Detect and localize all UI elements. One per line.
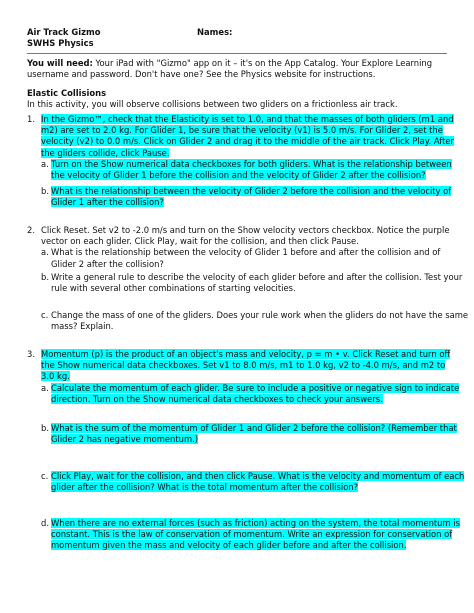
section-intro xyxy=(27,88,447,110)
question-3c xyxy=(27,471,465,493)
q3c-letter: c. xyxy=(41,471,49,481)
requirements-line-2: username and password. Don't have one? See the Physics website for instructions. xyxy=(27,69,376,80)
requirements-line-1: Your iPad with "Gizmo" app on it – it's on the App Catalog. Your Explore Learning xyxy=(92,58,433,68)
q2a-line-2: Glider 2 after the collision? xyxy=(51,258,164,269)
question-3b xyxy=(27,423,457,445)
q3b-line-1: What is the sum of the momentum of Glider 1 and Glider 2 before the collision? (Remember that xyxy=(51,423,457,433)
q1-line-1: In the Gizmo™, check that the Elasticity is set to 1.0, and that the masses of both gliders (m1 and xyxy=(41,114,454,124)
question-2b xyxy=(27,272,463,294)
question-1 xyxy=(27,114,454,181)
q1-line-3: velocity (v2) to 0.0 m/s. Click on Glider 2 and drag it to the middle of the air track. Click Play. After xyxy=(41,136,454,147)
q1b-line-2: Glider 1 after the collision? xyxy=(51,197,164,208)
question-1b xyxy=(27,186,452,208)
question-3 xyxy=(27,349,460,405)
q1-line-2: m2) are set to 2.0 kg. For Glider 1, be sure that the velocity (v1) is 5.0 m/s. For Glider 2, set the xyxy=(41,125,443,136)
q2a-letter: a. xyxy=(41,247,49,258)
q3-line-2: the Show numerical data checkboxes. Set v1 to 8.0 m/s, m1 to 1.0 kg, v2 to -4.0 m/s, and m2 to xyxy=(41,360,446,371)
q1a-line-2: the velocity of Glider 1 before the collision and the velocity of Glider 2 after the collision? xyxy=(51,170,426,181)
q2-line-2: vector on each glider. Click Play, wait for the collision, and then click Pause. xyxy=(41,236,359,247)
q2b-line-1: Write a general rule to describe the velocity of each glider before and after the collision. Test your xyxy=(51,272,463,282)
worksheet-title: Air Track Gizmo xyxy=(27,27,101,37)
question-1-number: 1. xyxy=(27,114,35,124)
q3-line-1: Momentum (p) is the product of an object's mass and velocity, p = m • v. Click Reset and turn off xyxy=(41,349,451,359)
header-divider xyxy=(27,53,447,54)
question-2c xyxy=(27,310,469,332)
q1a-letter: a. xyxy=(41,158,49,169)
names-label: Names: xyxy=(197,27,233,37)
q3d-letter: d. xyxy=(41,518,49,528)
q2c-letter: c. xyxy=(41,310,49,320)
q2c-line-1: Change the mass of one of the gliders. Does your rule work when the gliders do not have the same xyxy=(51,310,469,320)
section-description: In this activity, you will observe collisions between two gliders on a frictionless air track. xyxy=(27,99,398,110)
q1a-line-1: Turn on the Show numerical data checkboxes for both gliders. What is the relationship between xyxy=(51,158,452,169)
question-2-number: 2. xyxy=(27,225,35,235)
question-2 xyxy=(27,225,450,270)
q1b-line-1: What is the relationship between the velocity of Glider 2 before the collision and the velocity of xyxy=(51,186,452,196)
q3-line-3: 3.0 kg. xyxy=(41,371,70,382)
q3a-line-2: direction. Turn on the Show numerical data checkboxes to check your answers. xyxy=(51,393,383,404)
worksheet-header xyxy=(27,27,447,49)
q3d-line-1: When there are no external forces (such as friction) acting on the system, the total momentum is xyxy=(51,518,460,528)
question-3-number: 3. xyxy=(27,349,35,359)
q3c-line-1: Click Play, wait for the collision, and then click Pause. What is the velocity and momentum of each xyxy=(51,471,465,481)
course-name: SWHS Physics xyxy=(27,38,94,49)
q3b-line-2: Glider 2 has negative momentum.) xyxy=(51,434,199,445)
q2c-line-2: mass? Explain. xyxy=(51,321,114,332)
q2a-line-1: What is the relationship between the velocity of Glider 1 before and after the collision and of xyxy=(51,247,441,258)
q3d-line-2: constant. This is the law of conservation of momentum. Write an expression for conservation of xyxy=(51,529,453,540)
q3b-letter: b. xyxy=(41,423,49,433)
q1b-letter: b. xyxy=(41,186,49,196)
q2-line-1: Click Reset. Set v2 to -2.0 m/s and turn on the Show velocity vectors checkbox. Notice the purple xyxy=(41,225,450,235)
q3d-line-3: momentum given the mass and velocity of each glider before and after the collision. xyxy=(51,540,407,551)
q3c-line-2: glider after the collision? What is the total momentum after the collision? xyxy=(51,482,359,493)
q3a-letter: a. xyxy=(41,382,49,393)
q2b-letter: b. xyxy=(41,272,49,282)
you-will-need-label: You will need: xyxy=(27,58,93,68)
q3a-line-1: Calculate the momentum of each glider. Be sure to include a positive or negative sign to indicate xyxy=(51,382,460,393)
section-title: Elastic Collisions xyxy=(27,88,107,98)
q2b-line-2: rule with several other combinations of starting velocities. xyxy=(51,283,296,294)
q1-line-4: the gliders collide, click Pause. xyxy=(41,147,170,158)
question-3d xyxy=(27,518,460,552)
requirements-paragraph xyxy=(27,58,447,80)
